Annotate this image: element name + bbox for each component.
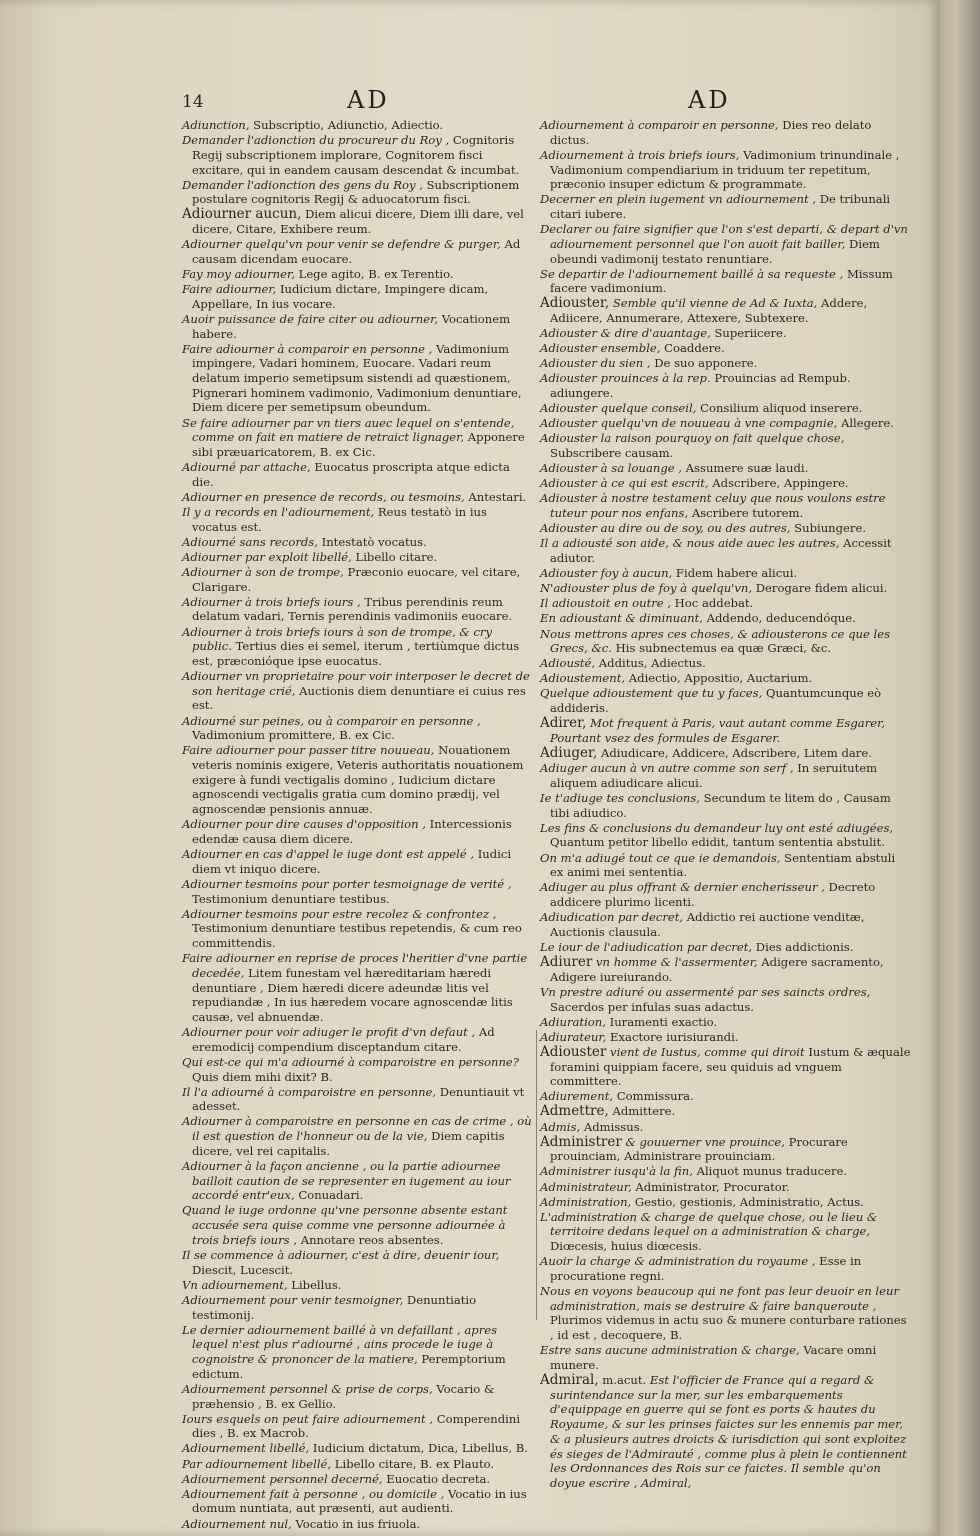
dictionary-entry bbox=[182, 595, 532, 624]
dictionary-entry bbox=[540, 1045, 912, 1089]
dictionary-entry bbox=[540, 1210, 912, 1254]
entry-latin: Intercessionis edendæ causa diem dicere. bbox=[192, 817, 512, 846]
entry-latin: Exactore iurisiurandi. bbox=[606, 1029, 739, 1044]
dictionary-entry bbox=[540, 1120, 912, 1135]
entry-french: Fay moy adiourner, bbox=[182, 266, 295, 281]
entry-french: Il l'a adiourné à comparoistre en personne, bbox=[182, 1084, 437, 1099]
dictionary-entry bbox=[540, 851, 912, 880]
dictionary-entry bbox=[182, 1025, 532, 1054]
dictionary-entry bbox=[540, 671, 912, 686]
running-head-left: AD bbox=[347, 86, 390, 114]
entry-latin: Allegere. bbox=[837, 416, 894, 431]
entry-latin: Annotare reos absentes. bbox=[297, 1232, 444, 1247]
dictionary-entry bbox=[540, 1180, 912, 1195]
entry-french: Le iour de l'adiudication par decret, bbox=[540, 939, 753, 954]
entry-latin: Quantumcunque eò addideris. bbox=[550, 686, 882, 716]
dictionary-entry bbox=[540, 716, 912, 745]
entry-latin: Vadimonium promittere, B. ex Cic. bbox=[192, 728, 395, 743]
entry-latin: Adigere sacramento, Adigere iureiurando. bbox=[550, 955, 884, 984]
entry-latin: Coaddere. bbox=[660, 341, 725, 356]
dictionary-entry bbox=[182, 282, 532, 311]
dictionary-entry bbox=[182, 1159, 532, 1203]
entry-french: Adiuger au plus offrant & dernier encherisseur , bbox=[540, 880, 825, 895]
entry-latin: Iudicium dictare, Impingere dicam, Appellare, In ius vocare. bbox=[192, 282, 489, 311]
entry-french: Auoir puissance de faire citer ou adiourner, bbox=[182, 311, 439, 326]
dictionary-entry bbox=[182, 1278, 532, 1293]
entry-latin: Ad eremodicij compendium disceptandum citare. bbox=[192, 1025, 495, 1054]
entry-french: Il se commence à adiourner, c'est à dire, deuenir iour, bbox=[182, 1247, 500, 1262]
dictionary-entry bbox=[540, 192, 912, 221]
dictionary-entry bbox=[540, 1030, 912, 1045]
dictionary-entry bbox=[182, 460, 532, 489]
dictionary-entry bbox=[182, 743, 532, 817]
entry-french: Adiourner pour voir adiuger le profit d'vn defaut , bbox=[182, 1025, 476, 1040]
dictionary-entry bbox=[182, 237, 532, 266]
entry-french: Adiourner en cas d'appel le iuge dont est appelé , bbox=[182, 847, 475, 862]
dictionary-entry bbox=[540, 656, 912, 671]
entry-latin: Dies reo delato dictus. bbox=[550, 118, 872, 147]
dictionary-entry bbox=[540, 267, 912, 296]
entry-french: Adiournement personnel decerné, bbox=[182, 1471, 383, 1486]
entry-french-note: vient de Iustus, comme qui diroit bbox=[606, 1044, 805, 1059]
entry-french: Adiuger aucun à vn autre comme son serf , bbox=[540, 761, 794, 776]
entry-french: Adiurer bbox=[540, 954, 593, 971]
entry-french: Adiouster bbox=[540, 1043, 607, 1060]
dictionary-entry bbox=[540, 431, 912, 460]
dictionary-entry bbox=[182, 714, 532, 743]
entry-latin: Antestari. bbox=[464, 489, 527, 504]
entry-french-note: Mot frequent à Paris, vaut autant comme Esgarer, Pourtant vsez des formules de Esgarer. bbox=[550, 716, 886, 745]
entry-latin: Quantum petitor libello edidit, tantum sententia abstulit. bbox=[550, 835, 885, 850]
dictionary-entry bbox=[540, 1164, 912, 1179]
dictionary-entry bbox=[182, 133, 532, 177]
entry-latin: Litem funestam vel hæreditariam hæredi denuntiare , Diem hæredi dicere adeundæ litis vel repudiandæ , In ius hæredem vocare agnoscendæ litis causæ, vel abnuendæ. bbox=[192, 965, 513, 1024]
entry-latin: Plurimos videmus in actu suo & munere conturbare rationes , id est , decoquere, B. bbox=[550, 1313, 907, 1343]
entry-french: Adiouster du sien , bbox=[540, 356, 651, 371]
running-head-right: AD bbox=[688, 86, 731, 114]
entry-latin: Vocationem habere. bbox=[192, 311, 511, 341]
entry-french: Adiournement à trois briefs iours, bbox=[540, 147, 740, 162]
entry-french: Il a adiousté son aide, & nous aide auec les autres, bbox=[540, 536, 840, 551]
entry-french: Adiournement fait à personne , ou domicile , bbox=[182, 1486, 445, 1501]
dictionary-entry bbox=[540, 521, 912, 536]
dictionary-entry bbox=[540, 940, 912, 955]
entry-french: Estre sans aucune administration & charge, bbox=[540, 1343, 800, 1358]
entry-french: Adiouster foy à aucun, bbox=[540, 566, 673, 581]
entry-latin: Procurare prouinciam, Administrare prouinciam. bbox=[550, 1134, 848, 1164]
dictionary-entry bbox=[540, 401, 912, 416]
entry-latin: Nouationem veteris nominis exigere, Veteris authoritatis nouationem exigere à fundi vectigalis domino , Iudicium dictare agnoscendi vectigalis gratia cum domino prædij, vel agnoscendæ pensionis annuæ. bbox=[192, 743, 524, 817]
entry-french: Adiouster ensemble, bbox=[540, 341, 661, 356]
entry-french: Adiourner à trois briefs iours à son de trompe, & cry public. bbox=[182, 624, 493, 654]
dictionary-entry bbox=[540, 536, 912, 565]
entry-latin: Consilium aliquod inserere. bbox=[696, 401, 863, 416]
entry-french: Il adioustoit en outre , bbox=[540, 596, 671, 611]
entry-latin: Dies addictionis. bbox=[752, 939, 854, 954]
entry-french: Adiournement à comparoir en personne, bbox=[540, 118, 779, 132]
entry-french: Auoir la charge & administration du royaume , bbox=[540, 1254, 816, 1269]
dictionary-entry bbox=[540, 326, 912, 341]
entry-latin: Peremptorium edictum. bbox=[192, 1352, 506, 1381]
entry-latin: Sententiam abstuli ex animi mei sententia. bbox=[550, 850, 896, 880]
dictionary-entry bbox=[540, 1089, 912, 1104]
entry-latin: Subscribere causam. bbox=[550, 446, 674, 461]
entry-latin: Addictio rei auctione venditæ, Auctionis clausula. bbox=[550, 910, 865, 939]
entry-latin: Libello citare, B. ex Plauto. bbox=[331, 1456, 495, 1471]
dictionary-entry bbox=[182, 342, 532, 416]
dictionary-entry bbox=[540, 627, 912, 656]
entry-french: Adioustement, bbox=[540, 671, 626, 686]
dictionary-entry bbox=[182, 1412, 532, 1441]
dictionary-entry bbox=[182, 1472, 532, 1487]
entry-french: Les fins & conclusions du demandeur luy ont esté adiugées, bbox=[540, 820, 894, 835]
dictionary-entry bbox=[182, 669, 532, 713]
entry-french: Administrer iusqu'à la fin, bbox=[540, 1164, 693, 1179]
entry-french: Par adiournement libellé, bbox=[182, 1456, 332, 1471]
entry-french: Quand le iuge ordonne qu'vne personne absente estant accusée sera quise comme vne personne adiournée à trois briefs iours , bbox=[182, 1203, 508, 1247]
entry-french: Adiourner quelqu'vn pour venir se defendre & purger, bbox=[182, 237, 501, 252]
entry-french: Adiourner aucun, bbox=[182, 206, 302, 223]
dictionary-entry bbox=[540, 1015, 912, 1030]
entry-french: Adiourné sans records, bbox=[182, 534, 318, 549]
entry-latin: Iuramenti exactio. bbox=[605, 1014, 718, 1029]
page-number: 14 bbox=[182, 92, 204, 112]
entry-french: Administrer bbox=[540, 1133, 622, 1150]
entry-french: Se departir de l'adiournement baillé à sa requeste , bbox=[540, 266, 844, 281]
entry-french: Adiourner à son de trompe, bbox=[182, 564, 344, 579]
entry-french: Adiuger, bbox=[540, 745, 598, 762]
entry-latin: Cognitoris Regij subscriptionem implorare, Cognitorem fisci excitare, qui in eandem causam descendat & incumbat. bbox=[192, 133, 520, 177]
entry-latin: Adscribere, Appingere. bbox=[708, 476, 849, 491]
entry-french: Adiourner à comparoistre en personne en cas de crime , où il est question de l'honneur ou de la vie, bbox=[182, 1114, 532, 1144]
entry-latin: Gestio, gestionis, Administratio, Actus. bbox=[631, 1194, 864, 1209]
dictionary-entry bbox=[540, 1104, 912, 1119]
entry-french: On m'a adiugé tout ce que ie demandois, bbox=[540, 850, 781, 865]
entry-latin: Subscriptionem postulare cognitoris Regij & aduocatorum fisci. bbox=[192, 177, 520, 207]
entry-latin: Subiungere. bbox=[790, 521, 866, 536]
entry-french-note: Est l'officier de France qui a regard & surintendance sur la mer, sur les embarquements d'equippage en guerre qui se font es ports & hautes du Royaume, & sur les prinses faictes sur les ennemis par mer, & a plusieurs autres droicts & iurisdiction qui sont exploitez és sieges de l'Admirauté , comme plus à plein le contiennent les Ordonnances des Rois sur ce faictes. Il semble qu'on doyue escrire , Admiral, bbox=[550, 1372, 907, 1490]
dictionary-entry bbox=[540, 1195, 912, 1210]
entry-latin: In seruitutem aliquem adiudicare alicui. bbox=[550, 761, 878, 790]
entry-latin: Euocatus proscripta atque edicta die. bbox=[192, 460, 510, 489]
entry-latin: Fidem habere alicui. bbox=[672, 566, 798, 581]
entry-latin: Denuntiatio testimonij. bbox=[192, 1292, 477, 1322]
dictionary-entry bbox=[540, 821, 912, 850]
entry-latin: Tribus perendinis reum delatum vadari, Ternis perendinis vadimoniis euocare. bbox=[192, 594, 513, 624]
dictionary-entry bbox=[540, 611, 912, 626]
entry-french: Nous mettrons apres ces choses, & adiousterons ce que les Grecs, &c. bbox=[540, 626, 891, 656]
dictionary-entry bbox=[182, 951, 532, 1025]
entry-french: Adiourner à la façon ancienne , ou la partie adiournee bailloit caution de se representer en iugement au iour accordé entr'eux, bbox=[182, 1158, 511, 1203]
entry-french: Adiuration, bbox=[540, 1014, 606, 1029]
entry-french: Adiurateur, bbox=[540, 1029, 607, 1044]
entry-french: Adiournement nul, bbox=[182, 1516, 292, 1531]
entry-french-note: Semble qu'il vienne de Ad & Iuxta, bbox=[609, 296, 818, 311]
dictionary-entry bbox=[182, 817, 532, 846]
entry-french-note: & gouuerner vne prouince, bbox=[621, 1134, 785, 1149]
entry-latin: Administrator, Procurator. bbox=[631, 1179, 790, 1194]
entry-latin: Testimonium denuntiare testibus repetendis, & cum reo committendis. bbox=[192, 921, 522, 951]
entry-french-note: vn homme & l'assermenter, bbox=[592, 955, 758, 970]
entry-latin: Sacerdos per infulas suas adactus. bbox=[550, 999, 754, 1014]
dictionary-entry bbox=[540, 1135, 912, 1164]
entry-latin: Diem alicui dicere, Diem illi dare, vel dicere, Citare, Exhibere reum. bbox=[192, 207, 524, 237]
dictionary-entry bbox=[540, 118, 912, 147]
entry-latin: Ad causam dicendam euocare. bbox=[192, 237, 521, 266]
entry-latin: Quis diem mihi dixit? B. bbox=[192, 1069, 333, 1084]
entry-french: Faire adiourner, bbox=[182, 282, 277, 297]
entry-latin: Denuntiauit vt adesset. bbox=[192, 1084, 525, 1114]
entry-french: Adiourner par exploit libellé, bbox=[182, 549, 352, 564]
dictionary-entry bbox=[182, 1457, 532, 1472]
dictionary-entry bbox=[182, 118, 532, 133]
entry-french: Adirer, bbox=[540, 715, 587, 732]
entry-french: Admettre, bbox=[540, 1103, 609, 1120]
entry-latin: Esse in procuratione regni. bbox=[550, 1254, 862, 1283]
entry-french: Adiourner à trois briefs iours , bbox=[182, 594, 361, 609]
dictionary-entry bbox=[540, 566, 912, 581]
dictionary-entry bbox=[182, 1323, 532, 1382]
entry-french: Iours esquels on peut faire adiournement , bbox=[182, 1411, 434, 1426]
dictionary-entry bbox=[182, 1114, 532, 1158]
entry-latin: Præconio euocare, vel citare, Clarigare. bbox=[192, 564, 521, 594]
entry-latin: Aliquot munus traducere. bbox=[692, 1164, 848, 1179]
dictionary-entry bbox=[182, 490, 532, 505]
entry-french: Adiournement libellé, bbox=[182, 1441, 310, 1456]
entry-french: Quelque adioustement que tu y faces, bbox=[540, 686, 763, 701]
dictionary-entry bbox=[182, 1382, 532, 1411]
entry-latin: Diœcesis, huius diœcesis. bbox=[550, 1239, 702, 1254]
dictionary-entry bbox=[540, 985, 912, 1014]
dictionary-entry bbox=[182, 1203, 532, 1247]
dictionary-entry bbox=[540, 461, 912, 476]
entry-latin: De tribunali citari iubere. bbox=[550, 192, 891, 221]
dictionary-entry bbox=[540, 791, 912, 820]
entry-latin: Admissus. bbox=[580, 1119, 644, 1134]
entry-french: Admis, bbox=[540, 1119, 581, 1134]
dictionary-entry bbox=[182, 847, 532, 876]
dictionary-entry bbox=[540, 1284, 912, 1343]
entry-french: Adiouster prouinces à la rep. bbox=[540, 371, 711, 386]
dictionary-entry bbox=[540, 910, 912, 939]
dictionary-entry bbox=[182, 877, 532, 906]
entry-french: Adiousté, bbox=[540, 656, 596, 671]
entry-french: Adiourner vn proprietaire pour voir interposer le decret de son heritage crié, bbox=[182, 669, 530, 698]
dictionary-entry bbox=[182, 1248, 532, 1277]
entry-french: Declarer ou faire signifier que l'on s'est departi, & depart d'vn adiournement personnel que l'on auoit fait bailler, bbox=[540, 222, 908, 251]
entry-french: Adiudication par decret, bbox=[540, 910, 684, 925]
right-column bbox=[540, 118, 912, 1491]
entry-latin: m.acut. bbox=[598, 1372, 647, 1387]
dictionary-entry bbox=[182, 625, 532, 669]
entry-latin: Vocatio in ius domum nuntiata, aut præsenti, aut audienti. bbox=[192, 1486, 527, 1516]
entry-latin: Vocatio in ius friuola. bbox=[291, 1516, 421, 1531]
dictionary-entry bbox=[540, 955, 912, 984]
entry-french: Adiourner en presence de records, ou tesmoins, bbox=[182, 489, 465, 504]
entry-latin: Libellus. bbox=[287, 1277, 342, 1292]
entry-french: L'administration & charge de quelque chose, ou le lieu & territoire dedans lequel on a administration & charge, bbox=[540, 1209, 878, 1239]
dictionary-entry bbox=[182, 1293, 532, 1322]
entry-latin: Superiicere. bbox=[710, 326, 787, 341]
dictionary-entry bbox=[540, 148, 912, 192]
dictionary-entry bbox=[182, 207, 532, 236]
dictionary-entry bbox=[182, 565, 532, 594]
entry-latin: Diem capitis dicere, vel rei capitalis. bbox=[192, 1129, 505, 1158]
entry-latin: Iudicium dictatum, Dica, Libellus, B. bbox=[309, 1441, 528, 1456]
dictionary-entry bbox=[540, 222, 912, 266]
entry-french: Adiouster à ce qui est escrit, bbox=[540, 476, 709, 491]
entry-french: Adiouster & dire d'auantage, bbox=[540, 326, 711, 341]
column-rule bbox=[536, 1030, 537, 1320]
dictionary-entry bbox=[182, 907, 532, 951]
entry-french: Adiournement pour venir tesmoigner, bbox=[182, 1292, 404, 1307]
entry-latin: Diem obeundi vadimonij testato renuntiare. bbox=[550, 236, 880, 266]
dictionary-entry bbox=[540, 341, 912, 356]
entry-latin: Vocario & præhensio , B. ex Gellio. bbox=[192, 1381, 495, 1411]
entry-latin: Hoc addebat. bbox=[671, 596, 754, 611]
dictionary-entry bbox=[540, 880, 912, 909]
entry-latin: Derogare fidem alicui. bbox=[752, 581, 888, 596]
entry-french: Admiral, bbox=[540, 1371, 599, 1388]
entry-french: Adiourner pour dire causes d'opposition , bbox=[182, 817, 426, 832]
dictionary-entry bbox=[182, 267, 532, 282]
dictionary-entry bbox=[540, 1373, 912, 1491]
entry-latin: Missum facere vadimonium. bbox=[550, 266, 893, 296]
entry-french: Faire adiourner à comparoir en personne , bbox=[182, 341, 433, 356]
entry-french: Vn prestre adiuré ou assermenté par ses saincts ordres, bbox=[540, 984, 871, 999]
entry-french: Faire adiourner en reprise de proces l'heritier d'vne partie decedée, bbox=[182, 951, 528, 980]
entry-french: Nous en voyons beaucoup qui ne font pas leur deuoir en leur administration, mais se destruire & faire banqueroute , bbox=[540, 1283, 899, 1313]
entry-french: Adiouster à nostre testament celuy que nous voulons estre tuteur pour nos enfans, bbox=[540, 491, 886, 521]
entry-latin: Adiectio, Appositio, Auctarium. bbox=[625, 671, 813, 686]
entry-french: Administration, bbox=[540, 1194, 632, 1209]
entry-latin: Secundum te litem do , Causam tibi adiudico. bbox=[550, 790, 891, 820]
dictionary-entry bbox=[540, 581, 912, 596]
entry-latin: Lege agito, B. ex Terentio. bbox=[294, 266, 454, 281]
entry-french: Administrateur, bbox=[540, 1179, 632, 1194]
entry-latin: Vadimonium impingere, Vadari hominem, Euocare. Vadari reum delatum imperio semetipsum sistendi ad quæstionem, Pignerari hominem vadimonio, Vadimonium denuntiare, Diem dicere per semetipsum obeundum. bbox=[192, 341, 522, 415]
entry-french: Adiourner tesmoins pour porter tesmoignage de verité , bbox=[182, 876, 512, 891]
dictionary-entry bbox=[540, 761, 912, 790]
left-column bbox=[182, 118, 532, 1532]
entry-french: Adiurement, bbox=[540, 1089, 614, 1104]
dictionary-entry bbox=[540, 1254, 912, 1283]
entry-french: Vn adiournement, bbox=[182, 1277, 288, 1292]
entry-french: Adiouster la raison pourquoy on fait quelque chose, bbox=[540, 431, 845, 446]
entry-french: Adiournement personnel & prise de corps, bbox=[182, 1381, 433, 1396]
entry-latin: Ascribere tutorem. bbox=[688, 506, 804, 521]
entry-french: Adiunction, bbox=[182, 118, 250, 132]
entry-latin: Diescit, Lucescit. bbox=[192, 1262, 294, 1277]
facing-page-edge bbox=[940, 0, 980, 1536]
entry-french: Adiourné par attache, bbox=[182, 460, 311, 475]
entry-latin: Conuadari. bbox=[294, 1188, 364, 1203]
entry-latin: Subscriptio, Adiunctio, Adiectio. bbox=[249, 118, 444, 132]
entry-latin: Vacare omni munere. bbox=[550, 1343, 877, 1372]
entry-latin: Additus, Adiectus. bbox=[595, 656, 706, 671]
entry-french: Adiourné sur peines, ou à comparoir en personne , bbox=[182, 713, 481, 728]
entry-latin: Iudici diem vt iniquo dicere. bbox=[192, 847, 512, 876]
entry-french: Faire adiourner pour passer titre nouueau, bbox=[182, 743, 435, 758]
entry-french: Adiouster au dire ou de soy, ou des autres, bbox=[540, 521, 791, 536]
dictionary-entry bbox=[540, 416, 912, 431]
dictionary-entry bbox=[540, 296, 912, 325]
dictionary-entry bbox=[540, 1343, 912, 1372]
entry-latin: Libello citare. bbox=[351, 549, 438, 564]
entry-latin: Testimonium denuntiare testibus. bbox=[192, 891, 390, 906]
entry-french: En adioustant & diminuant, bbox=[540, 611, 703, 626]
dictionary-entry bbox=[540, 476, 912, 491]
entry-french: Qui est-ce qui m'a adiourné à comparoistre en personne? bbox=[182, 1054, 519, 1069]
dictionary-entry bbox=[182, 1085, 532, 1114]
entry-latin: Commissura. bbox=[613, 1089, 694, 1104]
entry-french: Ie t'adiuge tes conclusions, bbox=[540, 790, 700, 805]
dictionary-entry bbox=[182, 550, 532, 565]
entry-latin: Accessit adiutor. bbox=[550, 536, 892, 566]
dictionary-entry bbox=[182, 178, 532, 207]
entry-latin: Addere, Adiicere, Annumerare, Attexere, Subtexere. bbox=[550, 296, 868, 326]
entry-french: Se faire adiourner par vn tiers auec lequel on s'entende, comme on fait en matiere de retraict lignager, bbox=[182, 415, 515, 445]
entry-latin: Reus testatò in ius vocatus est. bbox=[192, 504, 487, 534]
entry-latin: Prouincias ad Rempub. adiungere. bbox=[550, 371, 851, 401]
entry-latin: Apponere sibi præuaricatorem, B. ex Cic. bbox=[192, 430, 525, 459]
dictionary-entry bbox=[182, 1441, 532, 1456]
entry-french: Adiouster à sa louange , bbox=[540, 461, 682, 476]
entry-french: N'adiouster plus de foy à quelqu'vn, bbox=[540, 581, 753, 596]
entry-french: Adiouster quelque conseil, bbox=[540, 401, 697, 416]
entry-french: Demander l'adionction du procureur du Roy , bbox=[182, 133, 450, 148]
entry-latin: Addendo, deducendóque. bbox=[702, 611, 856, 626]
entry-latin: Euocatio decreta. bbox=[382, 1471, 491, 1486]
dictionary-entry bbox=[540, 686, 912, 715]
dictionary-entry bbox=[182, 535, 532, 550]
dictionary-entry bbox=[540, 746, 912, 761]
dictionary-entry bbox=[540, 596, 912, 611]
entry-latin: Assumere suæ laudi. bbox=[681, 461, 809, 476]
entry-french: Le dernier adiournement baillé à vn defaillant , apres lequel n'est plus r'adiourné , ains procede le iuge à cognoistre & prononcer de la matiere, bbox=[182, 1322, 498, 1367]
entry-latin: Tertius dies ei semel, iterum , tertiùmque dictus est, præconióque ipse euocatus. bbox=[192, 639, 520, 668]
dictionary-entry bbox=[182, 1487, 532, 1516]
entry-french: Decerner en plein iugement vn adiournement , bbox=[540, 192, 817, 207]
dictionary-entry bbox=[182, 1055, 532, 1084]
dictionary-entry bbox=[540, 356, 912, 371]
entry-french: Adiourner tesmoins pour estre recolez & confrontez , bbox=[182, 906, 497, 921]
entry-latin: Auctionis diem denuntiare ei cuius res est. bbox=[192, 683, 526, 713]
entry-latin: Intestatò vocatus. bbox=[317, 534, 427, 549]
entry-french: Il y a records en l'adiournement, bbox=[182, 504, 375, 519]
entry-latin: Comperendini dies , B. ex Macrob. bbox=[192, 1411, 521, 1441]
entry-latin: Adiudicare, Addicere, Adscribere, Litem dare. bbox=[597, 746, 872, 761]
entry-latin: Vadimonium trinundinale , Vadimonium compendiarium in triduum ter repetitum, præconio insuper edictum & programmate. bbox=[550, 147, 900, 192]
dictionary-entry bbox=[540, 371, 912, 400]
dictionary-entry bbox=[182, 312, 532, 341]
entry-latin: Decreto addicere plurimo licenti. bbox=[550, 880, 876, 910]
entry-latin: De suo apponere. bbox=[650, 356, 758, 371]
entry-latin: Admittere. bbox=[608, 1104, 676, 1119]
dictionary-entry bbox=[182, 1517, 532, 1532]
entry-latin: Iustum & æquale foramini quippiam facere, seu quiduis ad vnguem committere. bbox=[550, 1044, 911, 1089]
entry-french: Demander l'adionction des gens du Roy , bbox=[182, 177, 423, 192]
entry-latin: His subnectemus ea quæ Græci, &c. bbox=[611, 641, 832, 656]
entry-french: Adiouster, bbox=[540, 295, 610, 312]
dictionary-entry bbox=[182, 505, 532, 534]
entry-french: Adiouster quelqu'vn de nouueau à vne compagnie, bbox=[540, 416, 838, 431]
dictionary-entry bbox=[540, 491, 912, 520]
dictionary-entry bbox=[182, 416, 532, 460]
